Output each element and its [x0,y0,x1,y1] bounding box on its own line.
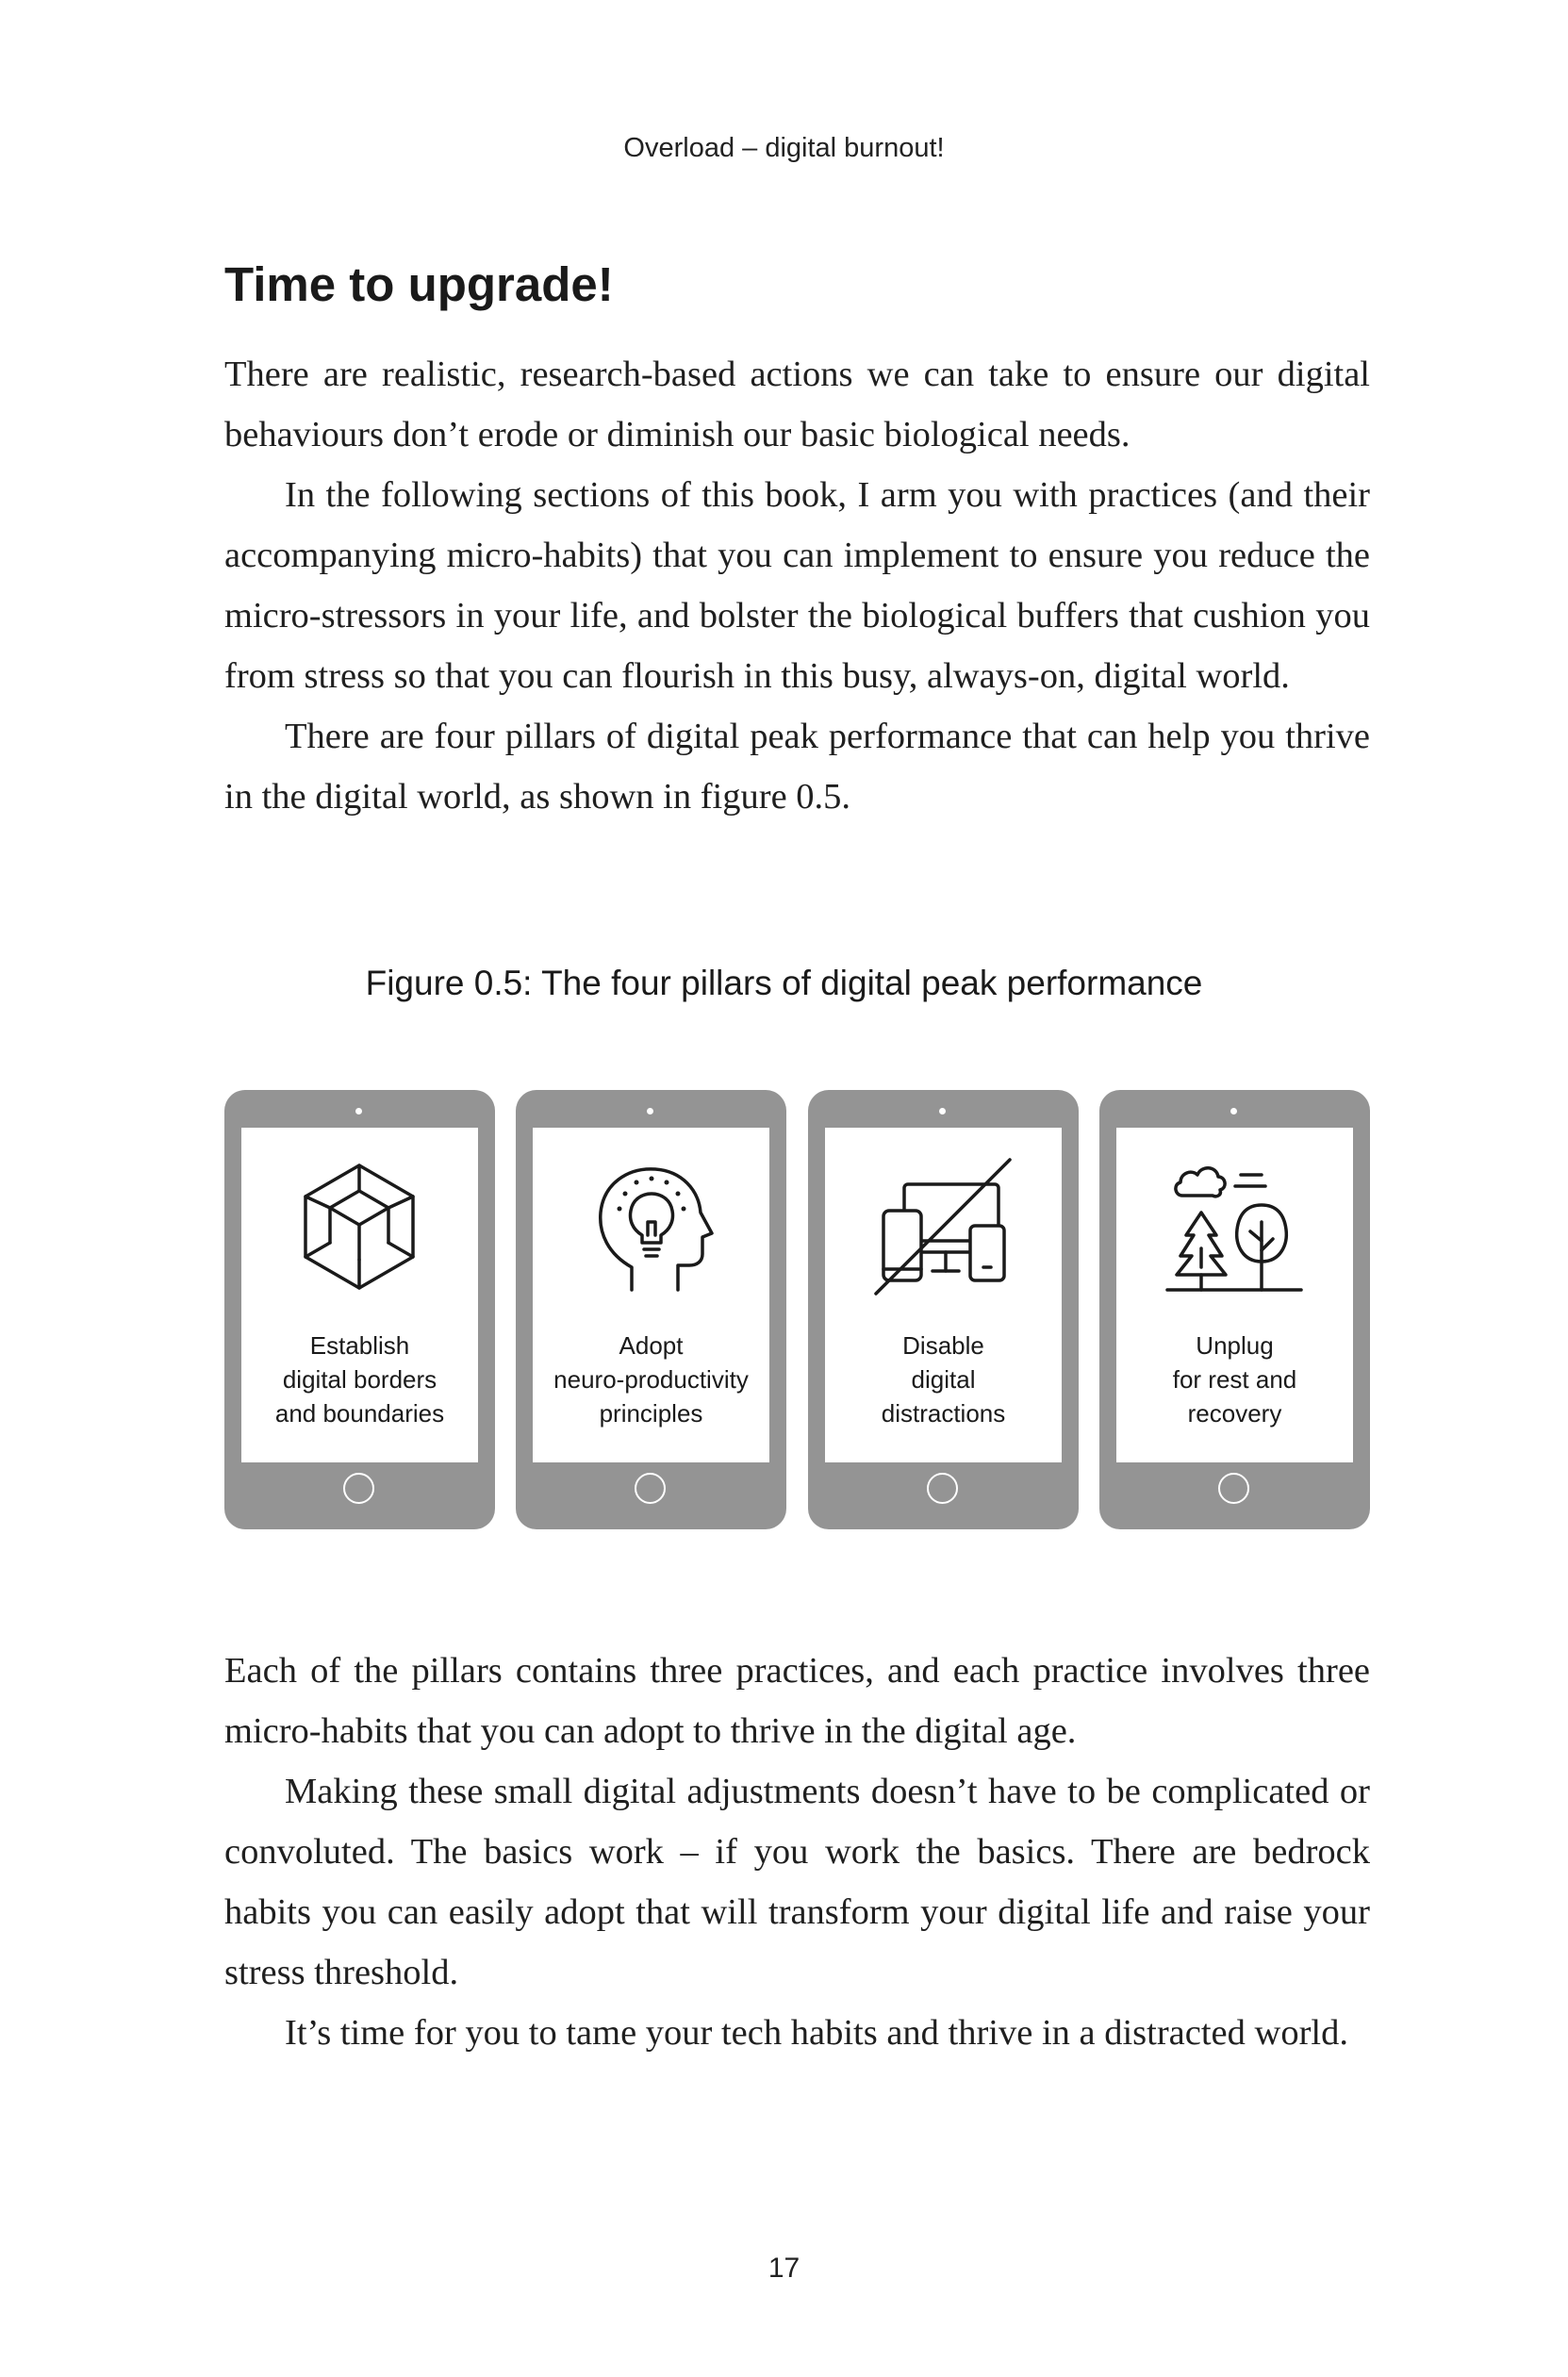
figure-four-pillars [224,1090,1370,1529]
pillar-device [516,1090,786,1529]
pillar-label [825,1329,1062,1430]
device-screen [241,1128,478,1462]
paragraph: There are four pillars of digital peak performance that can help you thrive in the digital world, as shown in figure 0.5. [224,717,1370,817]
pillar-label [533,1329,769,1430]
label-line: and boundaries [274,1399,445,1428]
label-line: distractions [881,1399,1006,1428]
label-line: digital [911,1365,976,1394]
section-title: Time to upgrade! [224,257,614,311]
running-head: Overload – digital burnout! [623,133,945,163]
crossed-out-devices-icon [872,1156,1014,1297]
pillar-device [1099,1090,1370,1529]
paragraph: Making these small digital adjustments doesn’t have to be complicated or convoluted. The basics work – if you work the basics. There are bedrock habits you can easily adopt that will transform your digital life and raise your stress threshold. [224,1772,1370,1992]
label-line: digital borders [282,1365,437,1394]
label-line: principles [599,1399,703,1428]
paragraph: It’s time for you to tame your tech habits and thrive in a distracted world. [285,2013,1348,2053]
body-text-bottom [224,1641,1370,2063]
body-text-top [224,344,1370,827]
label-line: Disable [902,1331,984,1360]
device-screen [533,1128,769,1462]
home-button [927,1473,958,1504]
camera-dot [1230,1108,1237,1114]
camera-dot [355,1108,362,1114]
camera-dot [647,1108,653,1114]
label-line: recovery [1187,1399,1282,1428]
pillar-device [224,1090,495,1529]
pillar-device [808,1090,1079,1529]
label-line: neuro-productivity [553,1365,749,1394]
home-button [1218,1473,1249,1504]
pillar-label [241,1329,478,1430]
device-screen [1116,1128,1353,1462]
label-line: Establish [309,1331,410,1360]
cube-icon [289,1156,430,1297]
home-button [635,1473,666,1504]
label-line: Adopt [619,1331,684,1360]
paragraph: In the following sections of this book, I arm you with practices (and their accompanying micro-habits) that you can implement to ensure you reduce the micro-stressors in your life, and bolster the biological buffers that cushion you from stress so that you can flourish in this busy, always-on, digital world. [224,475,1370,696]
nature-trees-icon [1164,1156,1305,1297]
label-line: for rest and [1172,1365,1297,1394]
camera-dot [939,1108,946,1114]
figure-caption: Figure 0.5: The four pillars of digital peak performance [365,964,1203,1002]
device-screen [825,1128,1062,1462]
pillar-label [1116,1329,1353,1430]
paragraph: Each of the pillars contains three practices, and each practice involves three micro-habits that you can adopt to thrive in the digital age. [224,1651,1370,1751]
home-button [343,1473,374,1504]
head-lightbulb-icon [580,1156,721,1297]
paragraph: There are realistic, research-based actions we can take to ensure our digital behaviours don’t erode or diminish our basic biological needs. [224,355,1370,454]
page-number: 17 [767,2253,801,2284]
label-line: Unplug [1196,1331,1274,1360]
